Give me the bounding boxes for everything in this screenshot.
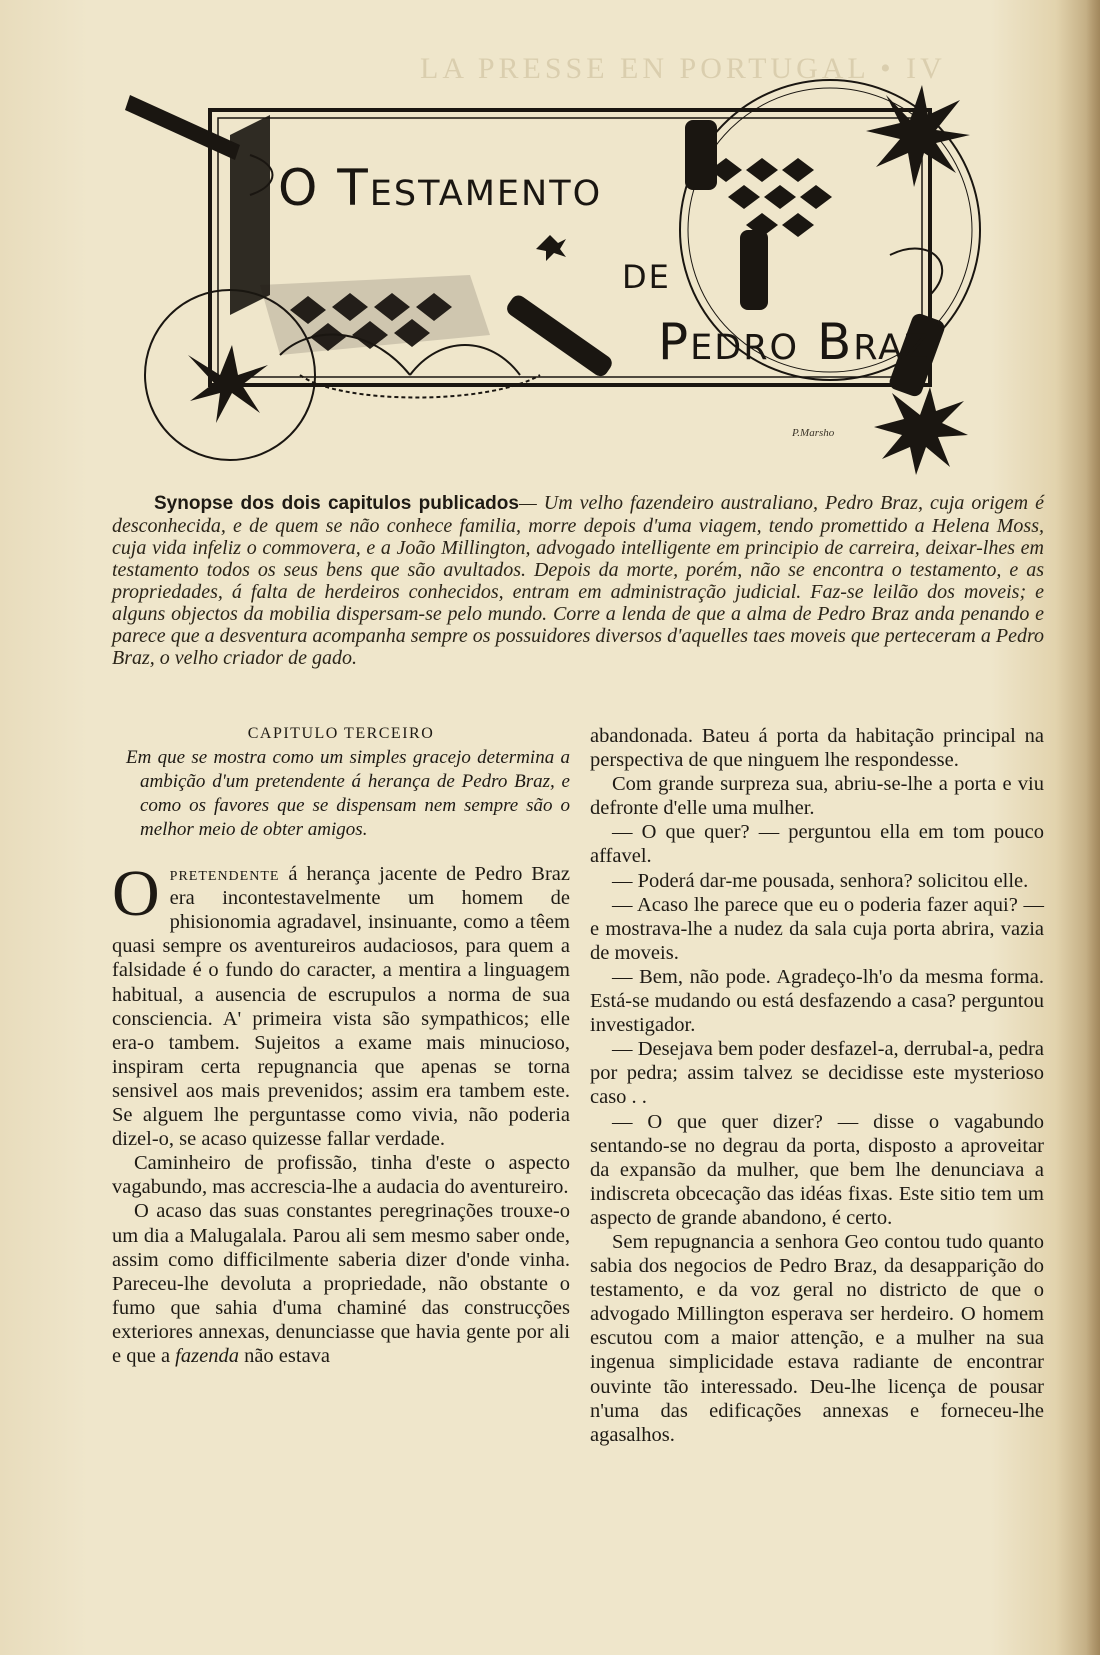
opening-smallcaps: pretendente bbox=[169, 863, 280, 886]
paragraph-text: não estava bbox=[238, 1344, 331, 1367]
ornamental-frame-illustration bbox=[110, 75, 1040, 475]
paragraph bbox=[112, 1199, 570, 1368]
right-column bbox=[590, 724, 1044, 1447]
drop-cap: O bbox=[112, 857, 160, 931]
paragraph-italic: fazenda bbox=[175, 1344, 239, 1367]
dialogue-line: — O que quer dizer? — disse o vagabundo sentando-se no degrau da porta, disposto a aproveitar da expansão da mulher, que bem lhe denunciava a indiscreta obcecação das idéas fixas. Este sitio tem um aspecto de grande abandono, é certo. bbox=[590, 1110, 1044, 1229]
synopsis-text: — Um velho fazendeiro australiano, Pedro Braz, cuja origem é desconhecida, e de quem se não conhece familia, morre depois d'uma viagem, tendo promettido a Helena Moss, cuja vida infeliz o commovera, e a João Millington, advogado intelligente em principio de carreira, deixar-lhes em testamento todos os seus bens que são avultados. Depois da morte, porém, não se encontra o testamento, e as propriedades, á falta de herdeiros conhecidos, entram em administração judicial. Faz-se leilão dos moveis; e alguns objectos da mobilia dispersam-se pelo mundo. Corre a lenda de que a alma de Pedro Braz anda penando e parece que a desventura acompanha sempre os possuidores diversos d'aquelles taes moveis que perteceram a Pedro Braz, o velho criador de gado. bbox=[112, 492, 1044, 669]
paragraph: Caminheiro de profissão, tinha d'este o aspecto vagabundo, mas accrescia-lhe a audacia do aventureiro. bbox=[112, 1152, 570, 1199]
paragraph: abandonada. Bateu á porta da habitação principal na perspectiva de que ninguem lhe respondesse. bbox=[590, 725, 1044, 772]
synopsis bbox=[112, 492, 1044, 669]
title-line-1: O Testamento bbox=[278, 159, 603, 217]
left-column bbox=[112, 722, 570, 1368]
dialogue-line: — Poderá dar-me pousada, senhora? solicitou elle. bbox=[612, 869, 1029, 892]
synopsis-lead: Synopse dos dois capitulos publicados bbox=[154, 493, 519, 514]
chapter-heading: CAPITULO TERCEIRO bbox=[247, 725, 435, 742]
title-line-2: de bbox=[622, 245, 671, 299]
running-head: LA PRESSE EN PORTUGAL • IV bbox=[420, 52, 946, 85]
paragraph: Sem repugnancia a senhora Geo contou tudo quanto sabia dos negocios de Pedro Braz, da desapparição do testamento, e da voz geral no districto de que o advogado Millington esperava ser herdeiro. O homem escutou com a maior attenção, e a mulher na sua ingenua simplicidade estava radiante de encontrar ouvinte tão interessado. Deu-lhe licença de pousar n'uma das edificações annexas e forneceu-lhe agasalhos. bbox=[590, 1230, 1044, 1446]
opening-text: á herança jacente de Pedro Braz era incontestavelmente um homem de phisionomia agradavel, insinuante, como a têem quasi sempre os aventureiros audaciosos, para quem a falsidade é o fundo do caracter, a mentira a linguagem habitual, a ausencia de escrupulos a norma de sua consciencia. A' primeira vista são sympathicos; elle era-o tambem. Sujeitos a exame mais minucioso, inspiram certa repugnancia que apenas se torna sensivel aos mais prevenidos; assim era tambem este. Se alguem lhe perguntasse como vivia, não poderia dizel-o, se acaso quizesse fallar verdade. bbox=[112, 863, 570, 1151]
opening-paragraph bbox=[112, 857, 570, 1151]
chapter-summary: Em que se mostra como um simples gracejo determina a ambição d'um pretendente á herança de Pedro Braz, e como os favores que se dispensam nem sempre são o melhor meio de obter amigos. bbox=[126, 747, 570, 841]
paragraph-text: O acaso das suas constantes peregrinações trouxe-o um dia a Malugalala. Parou ali sem mesmo saber onde, assim como difficilmente saberia dizer d'onde vinha. Pareceu-lhe devoluta a propriedade, não obstante o fumo que sahia d'uma chaminé das construcções exteriores annexas, denunciasse que havia gente por ali e que a bbox=[112, 1200, 570, 1367]
title-ornament bbox=[110, 75, 1040, 475]
artist-signature: P.Marsho bbox=[792, 427, 835, 439]
paragraph: Com grande surpreza sua, abriu-se-lhe a porta e viu defronte d'elle uma mulher. bbox=[590, 773, 1044, 820]
dialogue-line: — Acaso lhe parece que eu o poderia fazer aqui? — e mostrava-lhe a nudez da sala cuja porta abrira, vazia de moveis. bbox=[590, 893, 1044, 964]
title-line-3: Pedro Braz bbox=[658, 313, 931, 371]
page-edge-shadow bbox=[1086, 0, 1100, 1655]
dialogue-line: — Bem, não pode. Agradeço-lh'o da mesma forma. Está-se mudando ou está desfazendo a casa? perguntou investigador. bbox=[590, 965, 1044, 1037]
dialogue-line: — O que quer? — perguntou ella em tom pouco affavel. bbox=[590, 821, 1044, 868]
dialogue-line: — Desejava bem poder desfazel-a, derrubal-a, pedra por pedra; assim talvez se decidisse este mysterioso caso . . bbox=[590, 1038, 1044, 1109]
